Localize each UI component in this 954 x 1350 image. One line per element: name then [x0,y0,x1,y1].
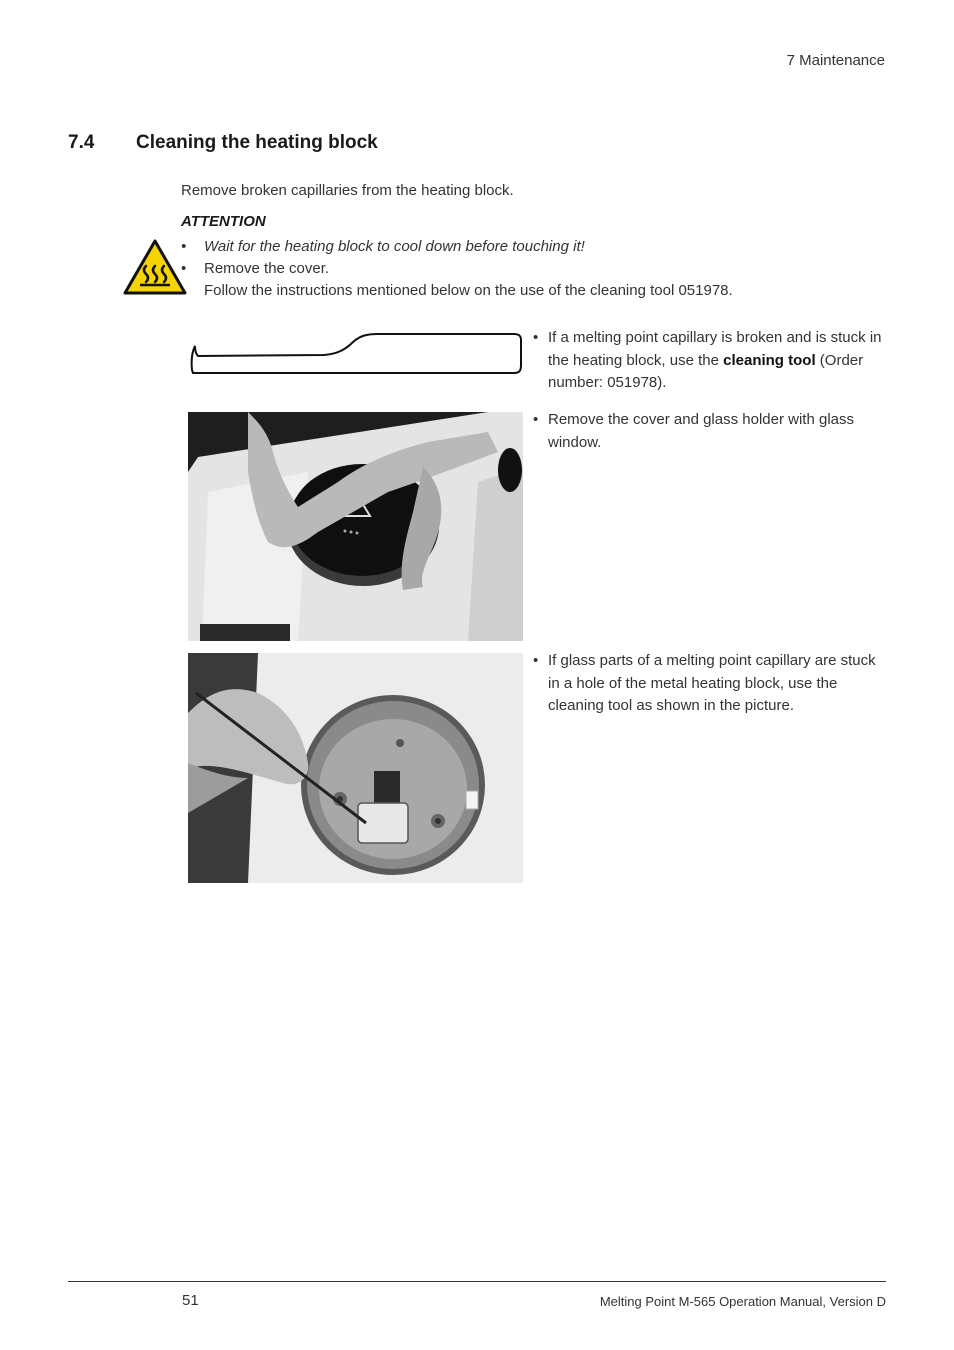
footer-divider [68,1281,886,1282]
cleaning-tool-term: cleaning tool [723,351,816,369]
step-cleaning-tool: • If a melting point capillary is broken and is stuck in the heating block, use the cleaning tool (Order number: 051978). [533,329,882,391]
photo-remove-cover-illustration [188,412,523,641]
footer-title: Melting Point M-565 Operation Manual, Version D [599,1294,886,1309]
photo-clean-heating-block-illustration [188,653,523,883]
page-number: 51 [182,1292,199,1309]
running-header: 7 Maintenance [786,52,885,69]
list-item: • Wait for the heating block to cool down before touching it! [181,238,585,255]
section-title: Cleaning the heating block [136,132,378,153]
list-item: • Remove the cover. [181,260,330,277]
step-remove-cover: • Remove the cover and glass holder with glass window. [533,411,854,451]
intro-text: Remove broken capillaries from the heating block. [181,182,514,199]
photo-clean-heating-block [188,653,523,883]
attention-list [181,236,821,302]
hot-surface-warning-icon [122,238,188,296]
photo-remove-cover [188,412,523,641]
section-number: 7.4 [68,132,95,153]
cleaning-tool-drawing [188,330,524,378]
step-clean-hole: • If glass parts of a melting point capillary are stuck in a hole of the metal heating block, use the cleaning tool as shown in the picture. [533,652,876,714]
attention-label: ATTENTION [181,213,266,230]
list-item: Follow the instructions mentioned below on the use of the cleaning tool 051978. [204,282,733,299]
